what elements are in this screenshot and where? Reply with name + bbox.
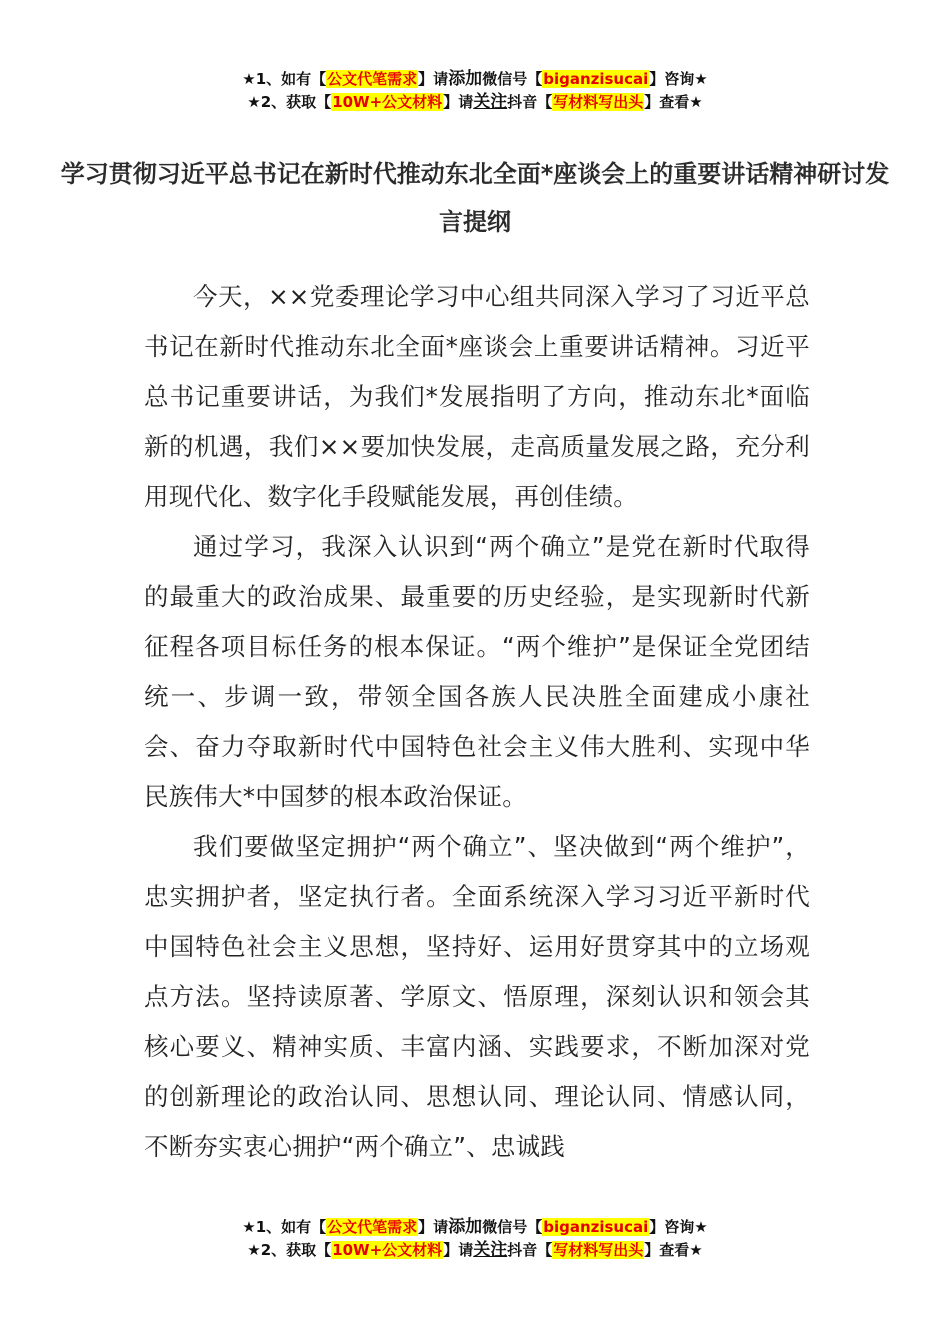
banner-text: 】咨询★: [649, 1218, 708, 1236]
emphasis-add: 添加: [448, 69, 483, 89]
banner-text: 】请: [443, 93, 474, 111]
emphasis-follow: 关注: [473, 92, 508, 112]
highlight-materials: 10W+公文材料: [332, 93, 443, 111]
banner-text: ★2、获取【: [247, 93, 332, 111]
emphasis-follow: 关注: [473, 1240, 508, 1260]
banner-line-1: [0, 68, 950, 91]
banner-line-1: [0, 1216, 950, 1239]
highlight-wechat-id: biganzisucai: [543, 70, 649, 88]
highlight-materials: 10W+公文材料: [332, 1241, 443, 1259]
highlight-douyin-id: 写材料写出头: [553, 93, 644, 111]
banner-text: 微信号【: [482, 70, 543, 88]
banner-text: 】查看★: [644, 93, 703, 111]
banner-line-2: [0, 1239, 950, 1262]
paragraph: 今天，××党委理论学习中心组共同深入学习了习近平总书记在新时代推动东北全面*座谈会上重要讲话精神。习近平总书记重要讲话，为我们*发展指明了方向，推动东北*面临新的机遇，我们××要加快发展，走高质量发展之路，充分利用现代化、数字化手段赋能发展，再创佳绩。: [144, 282, 810, 511]
banner-text: 】查看★: [644, 1241, 703, 1259]
header-banner: [0, 68, 950, 114]
banner-text: ★2、获取【: [247, 1241, 332, 1259]
footer-banner: [0, 1216, 950, 1262]
paragraph: 通过学习，我深入认识到“两个确立”是党在新时代取得的最重大的政治成果、最重要的历史经验，是实现新时代新征程各项目标任务的根本保证。“两个维护”是保证全党团结统一、步调一致，带领全国各族人民决胜全面建成小康社会、奋力夺取新时代中国特色社会主义伟大胜利、实现中华民族伟大*中国梦的根本政治保证。: [144, 532, 810, 811]
highlight-service: 公文代笔需求: [327, 1218, 418, 1236]
banner-text: 微信号【: [482, 1218, 543, 1236]
emphasis-add: 添加: [448, 1217, 483, 1237]
paragraph: 我们要做坚定拥护“两个确立”、坚决做到“两个维护”，忠实拥护者，坚定执行者。全面系统深入学习习近平新时代中国特色社会主义思想，坚持好、运用好贯穿其中的立场观点方法。坚持读原著、学原文、悟原理，深刻认识和领会其核心要义、精神实质、丰富内涵、实践要求，不断加深对党的创新理论的政治认同、思想认同、理论认同、情感认同，不断夯实衷心拥护“两个确立”、忠诚践: [144, 832, 810, 1161]
banner-text: 】咨询★: [649, 70, 708, 88]
highlight-service: 公文代笔需求: [327, 70, 418, 88]
banner-text: 】请: [418, 70, 449, 88]
banner-text: 抖音【: [507, 93, 553, 111]
banner-text: 】请: [418, 1218, 449, 1236]
highlight-wechat-id: biganzisucai: [543, 1218, 649, 1236]
document-body: [144, 272, 810, 1172]
banner-text: 】请: [443, 1241, 474, 1259]
banner-text: ★1、如有【: [242, 70, 327, 88]
banner-line-2: [0, 91, 950, 114]
banner-text: ★1、如有【: [242, 1218, 327, 1236]
banner-text: 抖音【: [507, 1241, 553, 1259]
highlight-douyin-id: 写材料写出头: [553, 1241, 644, 1259]
document-title: 学习贯彻习近平总书记在新时代推动东北全面*座谈会上的重要讲话精神研讨发言提纲: [60, 160, 890, 236]
